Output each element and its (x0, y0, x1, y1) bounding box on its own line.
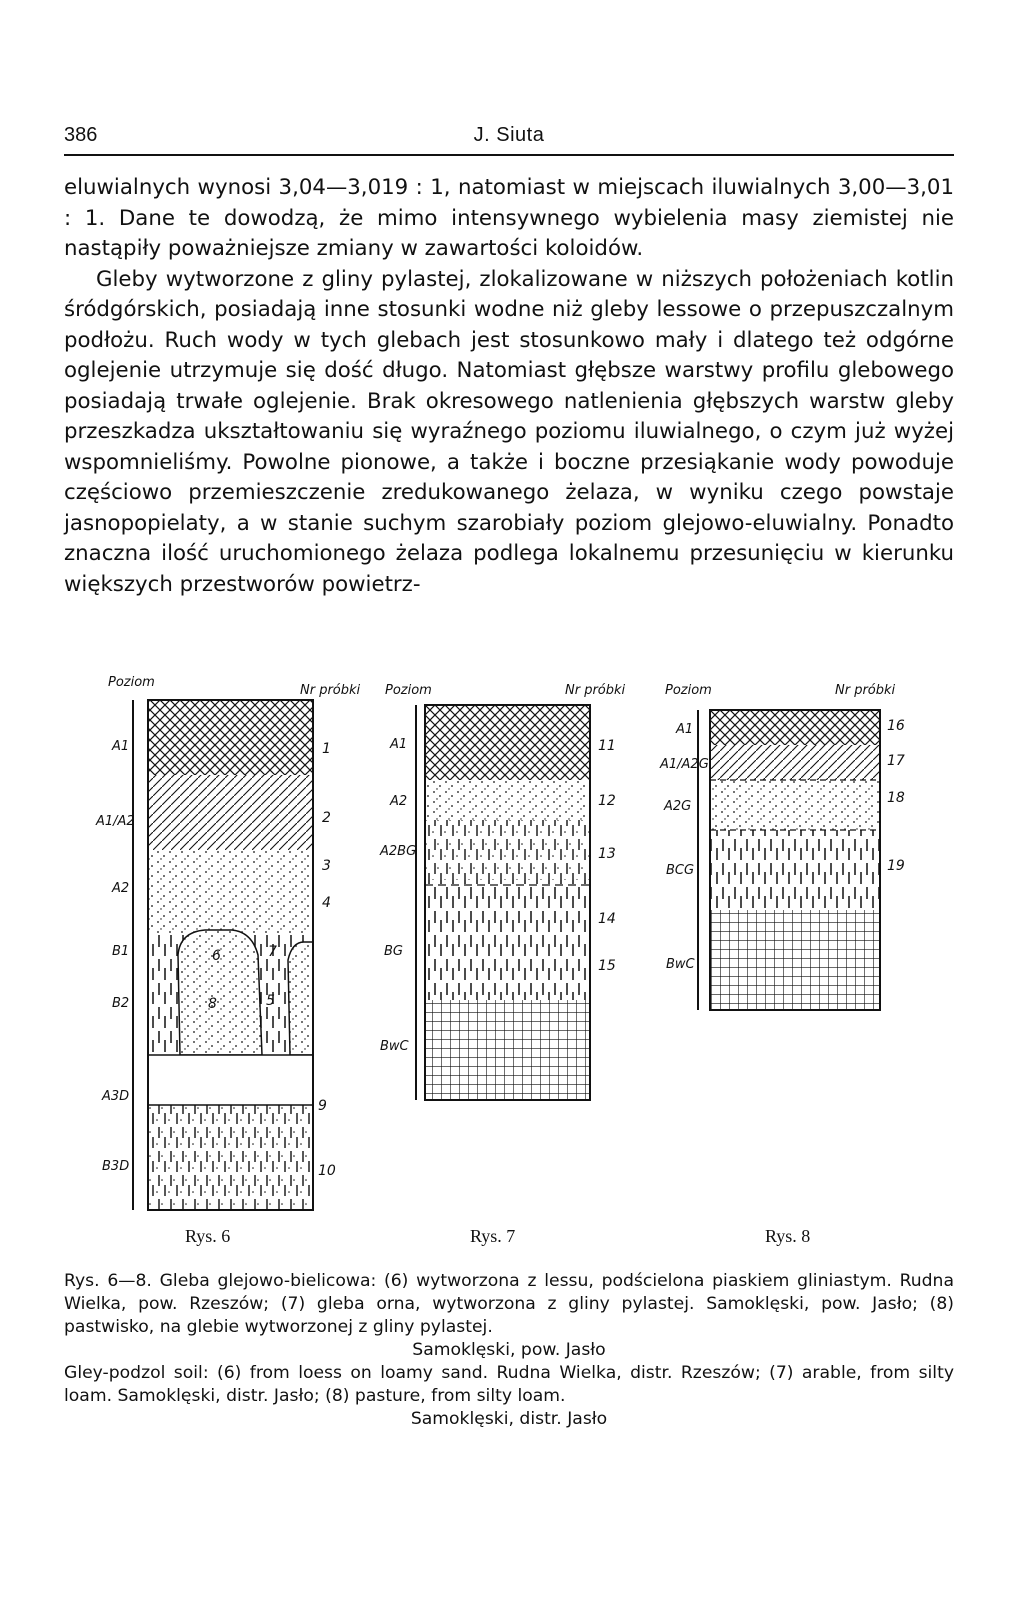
sample-header: Nr próbki (835, 683, 896, 698)
horizon-label: B1 (112, 944, 130, 959)
soil-profile-figure (0, 670, 1024, 1260)
sample-number: 3 (322, 858, 331, 874)
profile-rys-6 (95, 675, 361, 1246)
caption-english-place: Samoklęski, distr. Jasło (410, 1409, 608, 1429)
layer-bwc (425, 1000, 590, 1100)
figure-label: Rys. 8 (765, 1226, 811, 1246)
body-text (64, 173, 954, 600)
paragraph: Gleby wytworzone z gliny pylastej, zlokalizowane w niższych położeniach kotlin śródgórskich, posiadają inne stosunki wodne niż gleby lessowe o przepuszczalnym podłożu. Ruch wody w tych glebach jest stosunkowo mały i dlatego też odgórne oglejenie utrzymuje się dość długo. Natomiast głębsze warstwy profilu glebowego posiadają trwałe oglejenie. Brak okresowego natlenienia głębszych warstw gleby przeszkadza ukształtowaniu się wyraźnego poziomu iluwialnego, o czym już wyżej wspomnieliśmy. Powolne pionowe, a także i boczne przesiąkanie wody powoduje częściowo przemieszczenie zredukowanego żelaza, w wyniku czego powstaje jasnopopielaty, a w stanie suchym szarobiały poziom glejowo-eluwialny. Ponadto znaczna ilość uruchomionego żelaza podlega lokalnemu przesunięciu w kierunku większych przestworów powietrz- (64, 266, 954, 597)
sample-number: 19 (887, 858, 905, 874)
tongue-b (288, 942, 313, 1055)
running-head: J. Siuta (473, 124, 545, 146)
layer-a2 (148, 850, 313, 935)
horizon-label: A2G (664, 799, 692, 814)
figure-label: Rys. 7 (470, 1226, 516, 1246)
horizon-label: BCG (666, 863, 695, 878)
layer-bcg (710, 830, 880, 910)
horizon-header: Poziom (108, 675, 155, 690)
sample-number: 8 (208, 996, 217, 1012)
horizon-label: A1 (390, 737, 408, 752)
figure-caption (64, 1270, 954, 1431)
caption-english: Gley-podzol soil: (6) from loess on loamy sand. Rudna Wielka, distr. Rzeszów; (7) arable, from silty loam. Samoklęski, distr. Jasło; (8) pasture, from silty loam. (64, 1363, 954, 1406)
layer-bwc (710, 910, 880, 1010)
sample-number: 9 (318, 1098, 327, 1114)
sample-number: 2 (322, 810, 331, 826)
sample-number: 10 (318, 1163, 336, 1179)
horizon-label: A2BG (380, 844, 417, 859)
sample-number: 4 (322, 895, 331, 911)
horizon-label: BwC (380, 1039, 409, 1054)
sample-number: 7 (268, 944, 277, 960)
paragraph: eluwialnych wynosi 3,04—3,019 : 1, natomiast w miejscach iluwialnych 3,00—3,01 : 1. Dane te dowodzą, że mimo intensywnego wybielenia masy ziemistej nie nastąpiły poważniejsze zmiany w zawartości koloidów. (64, 175, 954, 261)
layer-a2g (710, 780, 880, 830)
layer-b3d (148, 1105, 313, 1210)
horizon-label: A3D (102, 1089, 130, 1104)
horizon-label: BwC (666, 957, 695, 972)
sample-header: Nr próbki (300, 683, 361, 698)
horizon-label: A1 (112, 739, 130, 754)
horizon-label: A2 (390, 794, 408, 809)
horizon-label: A1/A2G (660, 757, 709, 772)
horizon-header: Poziom (385, 683, 432, 698)
sample-number: 11 (598, 738, 616, 754)
sample-number: 14 (598, 911, 616, 927)
figure-label: Rys. 6 (185, 1226, 231, 1246)
sample-number: 1 (322, 741, 331, 757)
sample-number: 16 (887, 718, 905, 734)
sample-number: 17 (887, 753, 905, 769)
page-header (64, 120, 954, 156)
sample-number: 5 (266, 993, 275, 1009)
profile-rys-7 (379, 683, 626, 1246)
caption-polish-place: Samoklęski, pow. Jasło (412, 1340, 606, 1360)
horizon-header: Poziom (665, 683, 712, 698)
horizon-label: A1 (676, 722, 694, 737)
layer-a1 (148, 700, 313, 775)
layer-a2 (425, 780, 590, 820)
sample-number: 6 (212, 948, 221, 964)
layer-a1 (425, 705, 590, 780)
profile-rys-8 (659, 683, 905, 1246)
layer-a3d (148, 1055, 313, 1105)
sample-number: 18 (887, 790, 905, 806)
caption-polish: Rys. 6—8. Gleba glejowo-bielicowa: (6) wytworzona z lessu, podścielona piaskiem gliniastym. Rudna Wielka, pow. Rzeszów; (7) gleba orna, wytworzona z gliny pylastej. Samoklęski, pow. Jasło; (8) pastwisko, na glebie wytworzonej z gliny pylastej. (64, 1271, 954, 1337)
layer-a1-a2g (710, 745, 880, 780)
horizon-label: B3D (102, 1159, 130, 1174)
layer-a2bg (425, 820, 590, 880)
sample-number: 13 (598, 846, 616, 862)
layer-bg (425, 880, 590, 1000)
layer-a1-a2 (148, 775, 313, 850)
horizon-label: A2 (112, 881, 130, 896)
horizon-label: B2 (112, 996, 130, 1011)
page-number: 386 (64, 124, 98, 146)
soil-profile-diagrams (0, 670, 1024, 1260)
sample-header: Nr próbki (565, 683, 626, 698)
sample-number: 15 (598, 958, 616, 974)
horizon-label: BG (384, 944, 403, 959)
layer-a1 (710, 710, 880, 745)
horizon-label: A1/A2 (96, 814, 135, 829)
sample-number: 12 (598, 793, 616, 809)
